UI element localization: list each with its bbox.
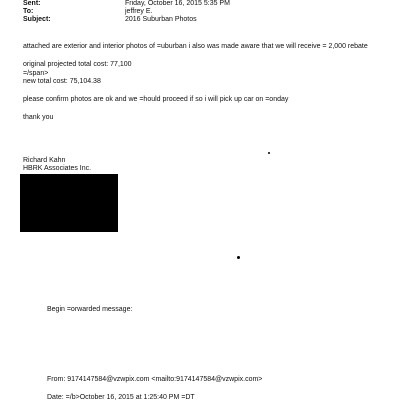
signature-company: HBRK Associates Inc. — [23, 165, 92, 172]
forwarded-date: Date: =/b>October 16, 2015 at 1:25:40 PM =DT — [47, 394, 195, 400]
sent-value: Friday, October 16, 2015 5:35 PM — [125, 0, 230, 7]
body-line-original-cost: original projected total cost: 77,100 — [23, 61, 132, 68]
to-label: To: — [23, 8, 34, 15]
body-line-new-cost: new total cost: 75,104.38 — [23, 78, 101, 85]
body-line-span-artifact: =/span> — [23, 70, 49, 77]
forwarded-intro: Begin =orwarded message: — [47, 306, 133, 313]
to-value: jeffrey E. — [125, 8, 153, 15]
forwarded-from: From: 9174147584@vzwpix.com <mailto:9174147584@vzwpix.com> — [47, 376, 263, 383]
body-line-thanks: thank you — [23, 114, 54, 121]
signature-name: Richard Kahn — [23, 157, 66, 164]
sent-label: Sent: — [23, 0, 41, 7]
redaction-block — [20, 174, 118, 232]
subject-value: 2016 Suburban Photos — [125, 16, 197, 23]
body-line-rebate: attached are exterior and interior photos of =uburban i also was made aware that we will receive = 2,000 rebate — [23, 43, 368, 50]
body-line-confirm: please confirm photos are ok and we =hould proceed if so i will pick up car on =onday — [23, 96, 289, 103]
subject-label: Subject: — [23, 16, 51, 23]
stray-speck — [268, 152, 270, 154]
stray-speck — [237, 256, 240, 259]
